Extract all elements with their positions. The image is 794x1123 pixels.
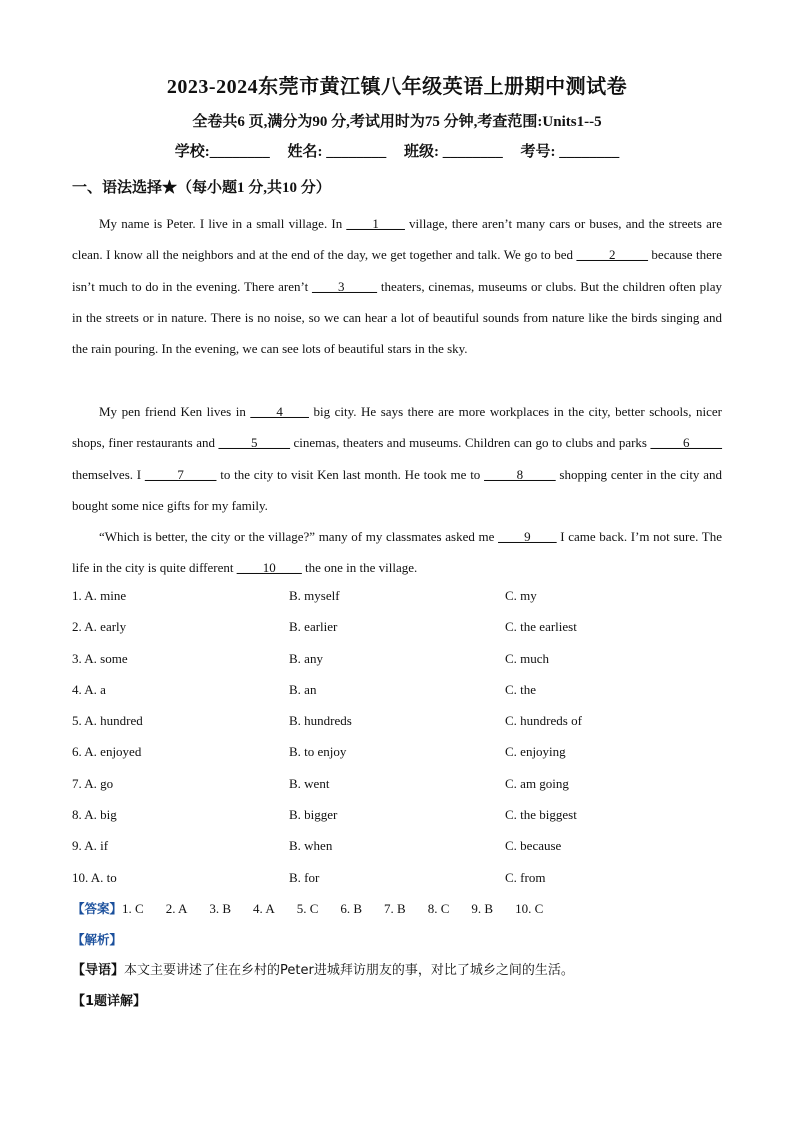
- option-row: [72, 615, 722, 646]
- blank-8: _____8_____: [484, 466, 556, 482]
- passage-text: theaters, cinemas, museums or clubs. But the children often play in the streets or in nature. There is no noise, so we can hear a lot of beautiful sounds from nature like the birds singing and the rain pouring. In the evening, we can see lots of beautiful stars in the sky.: [72, 278, 723, 357]
- option-b: B. any: [289, 650, 323, 666]
- option-b: B. went: [289, 775, 330, 791]
- guide-text: [72, 959, 574, 983]
- option-c: C. my: [505, 588, 537, 603]
- answer-item: 1. C: [122, 901, 144, 916]
- passage-paragraph-3: [72, 521, 722, 584]
- analysis-label: 【解析】: [72, 932, 123, 947]
- option-c: C. the earliest: [505, 619, 577, 635]
- passage-paragraph-1: [72, 208, 722, 364]
- option-c: C. am going: [505, 775, 569, 791]
- answer-key: [72, 897, 565, 921]
- option-c: C. much: [505, 650, 550, 666]
- option-a: 4. A. a: [72, 681, 106, 697]
- option-b: B. when: [289, 838, 333, 854]
- blank-6: _____6_____: [650, 435, 722, 451]
- passage-text: village, there aren’t many cars or buses, and the streets are clean. I know all the neighbors and at the end of the day, we get together and talk. We go to bed: [72, 216, 722, 263]
- student-info-line: [0, 140, 794, 161]
- passage-text: the one in the village.: [301, 560, 418, 576]
- blank-5: _____5_____: [218, 435, 291, 451]
- blank-9: ____9____: [498, 529, 557, 544]
- option-a: 10. A. to: [72, 869, 117, 885]
- answer-label: 【答案】: [72, 901, 123, 916]
- option-b: B. to enjoy: [289, 744, 347, 760]
- blank-1: ____1____: [346, 216, 405, 231]
- answer-item: 8. C: [427, 901, 450, 916]
- class-field: 班级: ________: [404, 144, 503, 160]
- option-a: 6. A. enjoyed: [72, 744, 142, 760]
- answer-item: 5. C: [296, 901, 319, 916]
- passage-paragraph-2: [72, 396, 722, 521]
- guide-label: 【导语】: [72, 963, 125, 978]
- option-a: 3. A. some: [72, 650, 128, 666]
- option-a: 9. A. if: [72, 838, 109, 854]
- option-b: B. myself: [289, 588, 340, 603]
- name-field: 姓名: ________: [287, 144, 387, 160]
- option-c: C. hundreds of: [505, 713, 582, 729]
- blank-4: ____4____: [250, 404, 309, 419]
- option-b: B. for: [289, 869, 320, 885]
- answer-item: 9. B: [471, 901, 494, 916]
- passage-text: cinemas, theaters and museums. Children can go to clubs and parks: [290, 435, 651, 451]
- section-title: 一、语法选择★（每小题1 分,共10 分）: [72, 180, 331, 196]
- option-row: [72, 678, 722, 709]
- answer-item: 3. B: [209, 901, 232, 916]
- guide-body: 本文主要讲述了住在乡村的Peter进城拜访朋友的事，对比了城乡之间的生活。: [124, 963, 574, 978]
- option-row: [72, 584, 722, 615]
- exam-title: 2023-2024东莞市黄江镇八年级英语上册期中测试卷: [166, 76, 628, 98]
- blank-10: ____10____: [236, 560, 302, 576]
- option-a: 5. A. hundred: [72, 713, 143, 729]
- answer-item: 10. C: [515, 901, 544, 916]
- option-row: [72, 740, 722, 771]
- option-b: B. hundreds: [289, 713, 352, 729]
- option-c: C. the biggest: [505, 807, 577, 823]
- passage-text: themselves. I: [72, 466, 145, 482]
- option-a: 8. A. big: [72, 807, 117, 823]
- analysis-heading: [72, 928, 122, 952]
- answer-item: 2. A: [165, 901, 188, 916]
- option-row: [72, 866, 722, 897]
- school-field: 学校:________: [174, 144, 270, 160]
- option-a: 1. A. mine: [72, 588, 127, 603]
- detail-heading: 【1题详解】: [72, 994, 147, 1009]
- option-b: B. earlier: [289, 619, 338, 635]
- option-row: [72, 803, 722, 834]
- passage-text: because there isn’t much to do in the evening. There aren’t: [72, 247, 722, 294]
- blank-3: ____3_____: [312, 278, 378, 294]
- option-c: C. from: [505, 869, 546, 885]
- option-b: B. bigger: [289, 807, 338, 823]
- option-a: 7. A. go: [72, 775, 114, 791]
- options-list: [72, 584, 722, 897]
- option-a: 2. A. early: [72, 619, 127, 635]
- option-row: [72, 709, 722, 740]
- passage-text: shopping center in the city and bought some nice gifts for my family.: [72, 466, 722, 513]
- exam-number-field: 考号: ________: [520, 144, 620, 160]
- option-c: C. the: [505, 681, 537, 697]
- option-c: C. because: [505, 838, 562, 854]
- passage-text: big city. He says there are more workplaces in the city, better schools, nicer shops, finer restaurants and: [72, 404, 722, 451]
- passage-text: “Which is better, the city or the village?” many of my classmates asked me: [99, 529, 499, 544]
- passage-text: My name is Peter. I live in a small village. In: [99, 216, 347, 231]
- passage-text: My pen friend Ken lives in: [99, 404, 251, 419]
- option-row: [72, 647, 722, 678]
- blank-7: _____7_____: [144, 466, 217, 482]
- option-b: B. an: [289, 681, 317, 697]
- answer-item: 4. A: [253, 901, 275, 916]
- answer-item: 6. B: [340, 901, 363, 916]
- option-c: C. enjoying: [505, 744, 566, 760]
- answer-item: 7. B: [384, 901, 406, 916]
- exam-subtitle: 全卷共6 页,满分为90 分,考试用时为75 分钟,考查范围:Units1--5: [192, 114, 602, 130]
- option-row: [72, 772, 722, 803]
- blank-2: _____2_____: [576, 247, 648, 263]
- passage-text: I came back. I’m not sure. The life in the city is quite different: [72, 529, 722, 576]
- option-row: [72, 834, 722, 865]
- passage-text: to the city to visit Ken last month. He took me to: [216, 466, 485, 482]
